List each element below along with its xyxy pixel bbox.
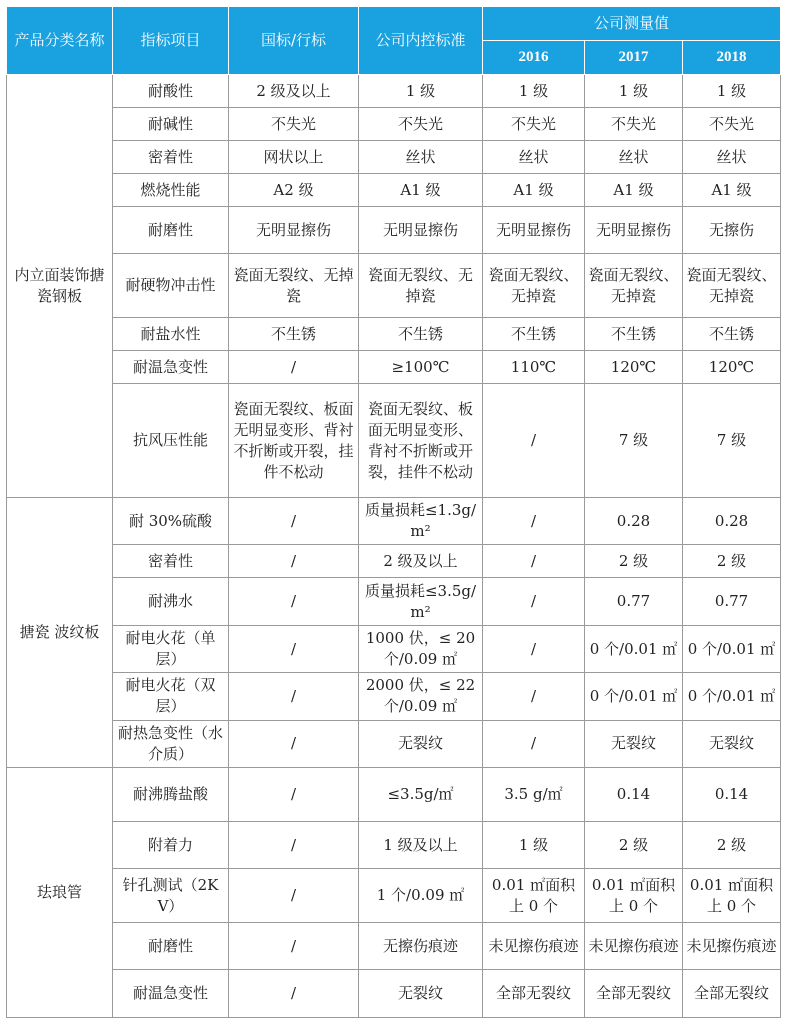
cell-national: / [229,720,359,767]
cell-2017: 不生锈 [585,318,683,351]
cell-2016: / [483,497,585,544]
cell-2017: 0 个/0.01 ㎡ [585,673,683,720]
table-row [7,318,781,351]
cell-internal: ≥100℃ [359,351,483,384]
cell-2016: 0.01 ㎡面积上 0 个 [483,869,585,923]
cell-2018: 0.77 [683,578,781,625]
cell-2017: 丝状 [585,141,683,174]
cell-item: 抗风压性能 [113,384,229,497]
cell-2018: 0 个/0.01 ㎡ [683,625,781,672]
cell-2018: 2 级 [683,821,781,868]
cell-2016: 3.5 g/㎡ [483,768,585,822]
cell-2016: / [483,384,585,497]
cell-2017: 0.28 [585,497,683,544]
cell-national: / [229,497,359,544]
cell-national: 瓷面无裂纹、板面无明显变形、背衬不折断或开裂，挂件不松动 [229,384,359,497]
cell-2018: 2 级 [683,545,781,578]
cell-2016: 不生锈 [483,318,585,351]
cell-2017: 120℃ [585,351,683,384]
table-row [7,545,781,578]
cell-internal: 瓷面无裂纹、板面无明显变形、背衬不折断或开裂，挂件不松动 [359,384,483,497]
cell-national: / [229,922,359,969]
cell-national: 不生锈 [229,318,359,351]
cell-2016: 全部无裂纹 [483,970,585,1018]
cell-2018: 瓷面无裂纹、无掉瓷 [683,254,781,318]
table-row [7,384,781,497]
header-internal: 公司内控标准 [359,7,483,75]
cell-2016: / [483,673,585,720]
cell-internal: 1 个/0.09 ㎡ [359,869,483,923]
cell-2017: 7 级 [585,384,683,497]
cell-2016: 未见擦伤痕迹 [483,922,585,969]
cell-2017: 无明显擦伤 [585,207,683,254]
header-category: 产品分类名称 [7,7,113,75]
cell-2017: 全部无裂纹 [585,970,683,1018]
cell-internal: 不生锈 [359,318,483,351]
cell-2018: 0.14 [683,768,781,822]
table-row [7,497,781,544]
cell-national: / [229,578,359,625]
cell-2018: 未见擦伤痕迹 [683,922,781,969]
cell-2018: 无擦伤 [683,207,781,254]
cell-2017: 瓷面无裂纹、无掉瓷 [585,254,683,318]
cell-item: 耐温急变性 [113,351,229,384]
cell-item: 耐硬物冲击性 [113,254,229,318]
table-row [7,578,781,625]
cell-2017: 2 级 [585,821,683,868]
table-body [7,75,781,1018]
table-row [7,673,781,720]
header-year-2016: 2016 [483,41,585,75]
cell-2016: A1 级 [483,174,585,207]
cell-national: / [229,545,359,578]
cell-2018: 0 个/0.01 ㎡ [683,673,781,720]
cell-internal: 瓷面无裂纹、无掉瓷 [359,254,483,318]
cell-item: 密着性 [113,141,229,174]
cell-2018: A1 级 [683,174,781,207]
cell-item: 耐沸腾盐酸 [113,768,229,822]
table-row [7,141,781,174]
cell-internal: ≤3.5g/㎡ [359,768,483,822]
header-measured: 公司测量值 [483,7,781,41]
cell-2016: / [483,578,585,625]
cell-national: / [229,351,359,384]
cell-2017: 2 级 [585,545,683,578]
header-item: 指标项目 [113,7,229,75]
cell-national: / [229,673,359,720]
cell-internal: 无裂纹 [359,720,483,767]
cell-2016: 1 级 [483,821,585,868]
cell-item: 耐电火花（双层） [113,673,229,720]
cell-item: 耐温急变性 [113,970,229,1018]
table-row [7,625,781,672]
cell-2016: 无明显擦伤 [483,207,585,254]
cell-internal: 质量损耗≤1.3g/m² [359,497,483,544]
cell-2018: 120℃ [683,351,781,384]
cell-2018: 1 级 [683,75,781,108]
category-cell: 内立面装饰搪瓷钢板 [7,75,113,498]
cell-internal: 2 级及以上 [359,545,483,578]
cell-national: / [229,970,359,1018]
cell-internal: 无明显擦伤 [359,207,483,254]
cell-item: 附着力 [113,821,229,868]
cell-national: A2 级 [229,174,359,207]
header-year-2018: 2018 [683,41,781,75]
cell-2017: 0.77 [585,578,683,625]
cell-national: 网状以上 [229,141,359,174]
cell-item: 耐电火花（单层） [113,625,229,672]
cell-internal: A1 级 [359,174,483,207]
cell-item: 针孔测试（2KV） [113,869,229,923]
cell-internal: 无裂纹 [359,970,483,1018]
cell-item: 耐磨性 [113,207,229,254]
cell-2018: 丝状 [683,141,781,174]
spec-table [6,6,781,1018]
table-row [7,108,781,141]
cell-national: 不失光 [229,108,359,141]
cell-item: 密着性 [113,545,229,578]
cell-2017: 0.01 ㎡面积上 0 个 [585,869,683,923]
cell-2017: 0 个/0.01 ㎡ [585,625,683,672]
cell-item: 耐沸水 [113,578,229,625]
cell-item: 耐酸性 [113,75,229,108]
cell-2017: 未见擦伤痕迹 [585,922,683,969]
cell-internal: 不失光 [359,108,483,141]
cell-internal: 1 级 [359,75,483,108]
cell-2016: 110℃ [483,351,585,384]
table-row [7,970,781,1018]
cell-2016: 不失光 [483,108,585,141]
cell-item: 耐碱性 [113,108,229,141]
cell-2017: 无裂纹 [585,720,683,767]
cell-2018: 0.28 [683,497,781,544]
cell-item: 耐磨性 [113,922,229,969]
cell-2016: / [483,545,585,578]
cell-item: 耐 30%硫酸 [113,497,229,544]
table-row [7,768,781,822]
cell-2018: 不生锈 [683,318,781,351]
header-national: 国标/行标 [229,7,359,75]
cell-internal: 质量损耗≤3.5g/m² [359,578,483,625]
cell-item: 耐热急变性（水介质） [113,720,229,767]
table-row [7,922,781,969]
cell-2016: 丝状 [483,141,585,174]
cell-internal: 2000 伏，≤ 22 个/0.09 ㎡ [359,673,483,720]
table-row [7,821,781,868]
category-cell: 珐琅管 [7,768,113,1018]
cell-2018: 全部无裂纹 [683,970,781,1018]
category-cell: 搪瓷 波纹板 [7,497,113,767]
table-row [7,351,781,384]
cell-internal: 1 级及以上 [359,821,483,868]
cell-2016: / [483,625,585,672]
cell-internal: 1000 伏，≤ 20 个/0.09 ㎡ [359,625,483,672]
cell-national: / [229,869,359,923]
cell-2017: A1 级 [585,174,683,207]
cell-item: 耐盐水性 [113,318,229,351]
cell-2018: 0.01 ㎡面积上 0 个 [683,869,781,923]
cell-2017: 不失光 [585,108,683,141]
table-row [7,869,781,923]
cell-national: 瓷面无裂纹、无掉瓷 [229,254,359,318]
cell-internal: 无擦伤痕迹 [359,922,483,969]
cell-national: 2 级及以上 [229,75,359,108]
cell-2016: 瓷面无裂纹、无掉瓷 [483,254,585,318]
cell-national: 无明显擦伤 [229,207,359,254]
cell-2018: 7 级 [683,384,781,497]
table-row [7,174,781,207]
cell-2018: 无裂纹 [683,720,781,767]
table-row [7,720,781,767]
header-year-2017: 2017 [585,41,683,75]
cell-2016: / [483,720,585,767]
cell-2017: 0.14 [585,768,683,822]
cell-item: 燃烧性能 [113,174,229,207]
cell-internal: 丝状 [359,141,483,174]
table-row [7,75,781,108]
cell-2018: 不失光 [683,108,781,141]
table-row [7,254,781,318]
cell-national: / [229,768,359,822]
cell-2016: 1 级 [483,75,585,108]
cell-national: / [229,625,359,672]
cell-2017: 1 级 [585,75,683,108]
table-row [7,207,781,254]
cell-national: / [229,821,359,868]
